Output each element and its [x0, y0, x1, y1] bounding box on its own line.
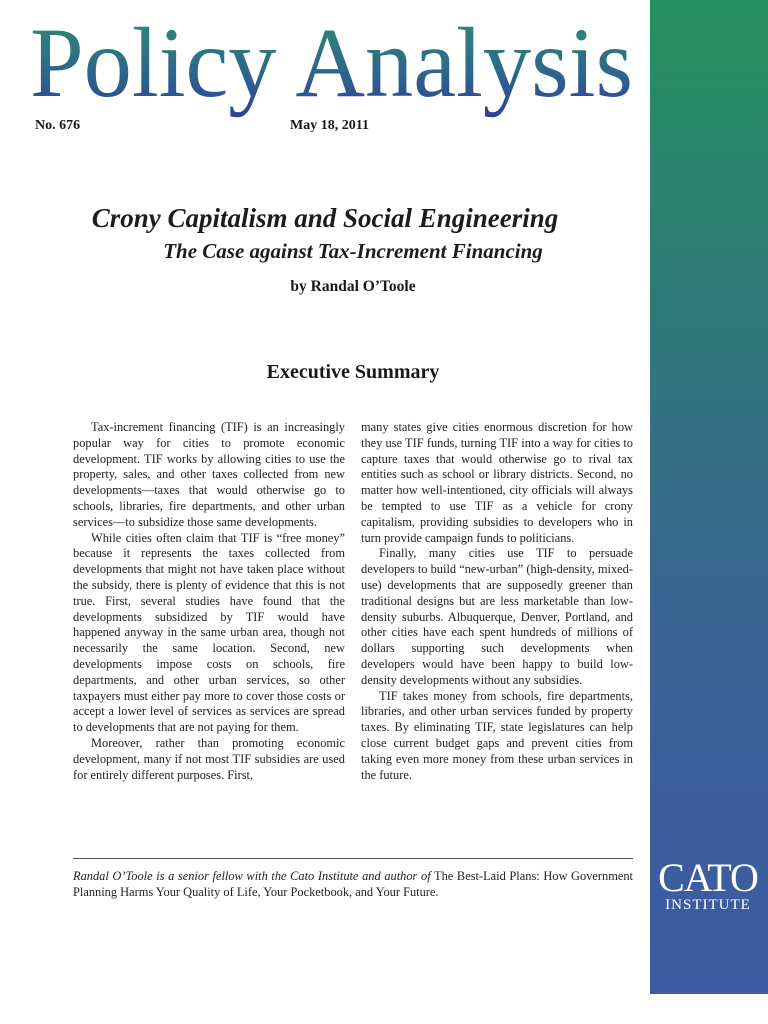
- summary-paragraph-continued: many states give cities enormous discretion for how they use TIF funds, turning TIF into a way for cities to capture taxes that would otherwise go to rival tax entities such as school or library districts. Second, no matter how well-intentioned, city officials will always be tempted to use TIF as a vehicle for crony capitalism, providing subsidies to developers who in turn provide campaign funds to politicians.: [361, 420, 633, 545]
- author-note-book: The Best-Laid Plans: How Government Planning Harms Your Quality of Life, Your Pocketbook, and Your Future.: [73, 869, 633, 899]
- issue-number: No. 676: [35, 118, 81, 133]
- author-note-lead: Randal O’Toole is a senior fellow with the Cato Institute and author of: [73, 869, 431, 883]
- summary-paragraph: Finally, many cities use TIF to persuade developers to build “new-urban” (high-density, mixed-use) developments that are supposedly greener than traditional designs but are less marketable than low-density suburbs. Albuquerque, Denver, Portland, and other cities have each spent hundreds of millions of dollars supporting such developments when developers would have been happy to build low-density developments without any subsidies.: [361, 546, 633, 687]
- masthead-wordmark: [30, 14, 640, 124]
- section-heading: Executive Summary: [266, 361, 440, 383]
- issue-date: May 18, 2011: [290, 118, 369, 133]
- summary-column-right: [361, 420, 633, 783]
- footnote-divider: [73, 858, 633, 859]
- author-note: [73, 868, 633, 900]
- author-byline: by Randal O’Toole: [290, 278, 416, 295]
- cato-logo: [652, 855, 764, 913]
- masthead-logo: [30, 14, 640, 124]
- summary-paragraph: Tax-increment financing (TIF) is an increasingly popular way for cities to promote economic development. TIF works by allowing cities to use the property, sales, and other taxes collected from new developments—taxes that would otherwise go to schools, libraries, fire departments, and other urban services—to subsidize those same developments.: [73, 420, 345, 529]
- summary-paragraph: While cities often claim that TIF is “free money” because it represents the taxes collected from developments that might not have taken place without the subsidy, there is plenty of evidence that this is not true. First, several studies have found that the developments subsidized by TIF would have happened anyway in the same urban area, though not necessarily the same location. Second, new developments impose costs on schools, fire departments, and other urban services, so other taxpayers must either pay more to cover those costs or accept a lower level of services as services are spread to developments that are not paying for them.: [73, 530, 345, 735]
- document-title: Crony Capitalism and Social Engineering: [91, 203, 559, 233]
- decorative-sidebar: [650, 0, 768, 994]
- summary-paragraph: TIF takes money from schools, fire departments, libraries, and other urban services funded by property taxes. By eliminating TIF, state legislatures can help close current budget gaps and prevent cities from taking even more money from these urban services in the future.: [361, 688, 633, 782]
- summary-column-left: [73, 420, 345, 783]
- masthead-title: Policy Analysis: [30, 14, 633, 118]
- summary-paragraph: Moreover, rather than promoting economic development, many if not most TIF subsidies are used for entirely different purposes. First,: [73, 735, 345, 782]
- document-subtitle: The Case against Tax-Increment Financing: [163, 239, 543, 263]
- cato-logo-word: CATO: [658, 855, 758, 900]
- cato-logo-sub: INSTITUTE: [665, 897, 751, 913]
